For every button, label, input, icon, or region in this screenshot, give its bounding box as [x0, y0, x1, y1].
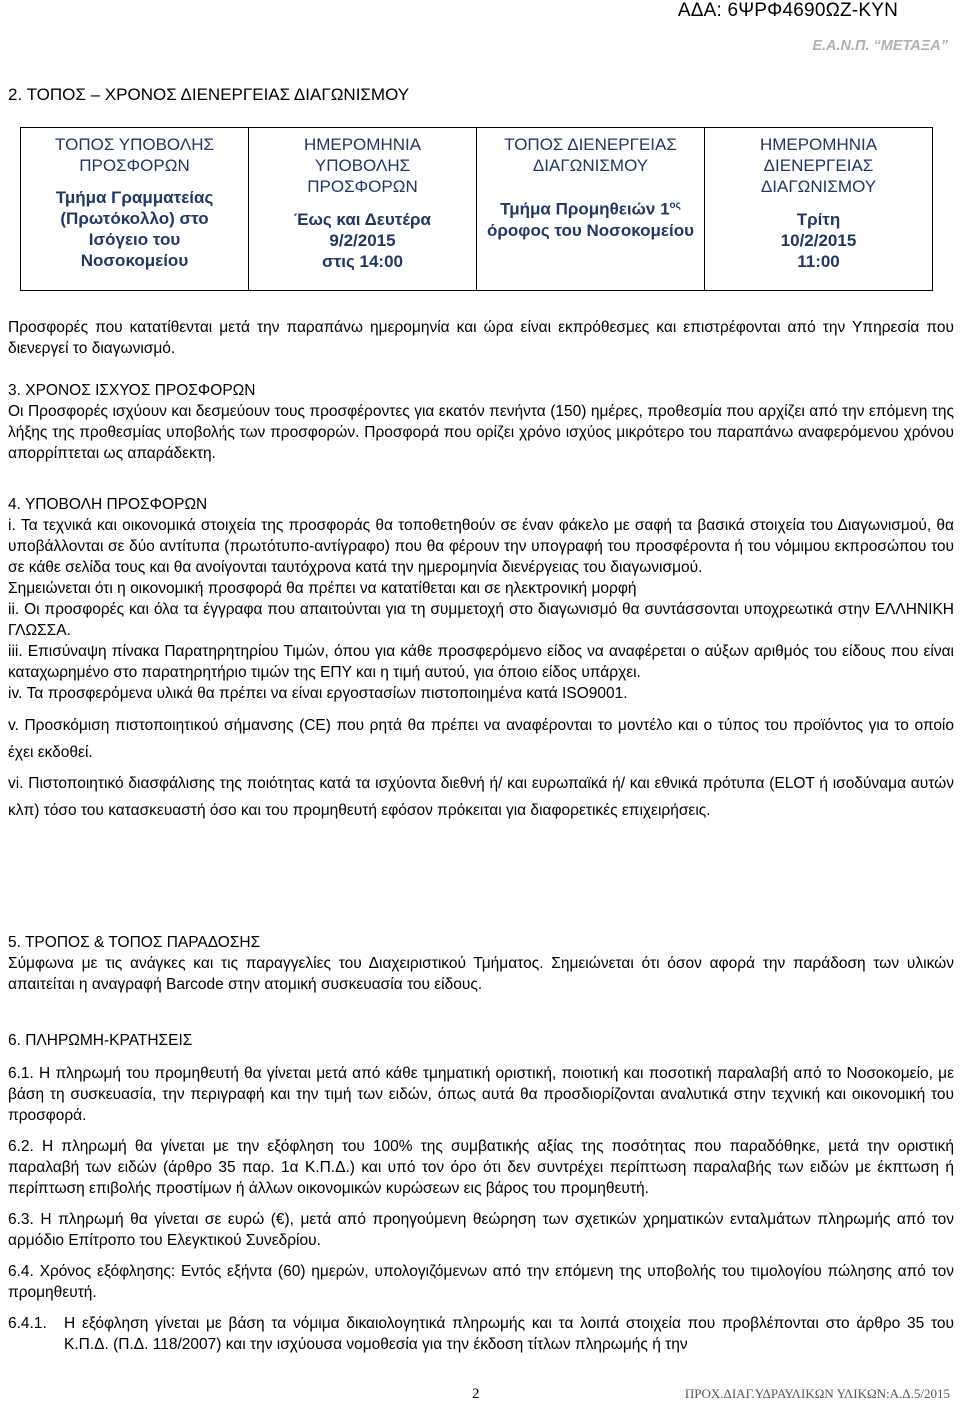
cell-value: Τμήμα Γραμματείας — [55, 188, 214, 207]
section-3 — [8, 380, 954, 464]
section-6-1: 6.1. Η πληρωμή του προμηθευτή θα γίνεται μετά από κάθε τμηματική οριστική, ποιοτική και ποσοτική παραλαβή από το Νοσοκομείο, με βάση τη συσκευασία, την περιγραφή και την τιμή των ειδών, όπως αυτά θα προσδιορίζονται αναλυτικά στην τεχνική και οικονομική του προσφορά. — [8, 1065, 954, 1124]
cell-value: (Πρωτόκολλο) στο — [60, 209, 209, 228]
section-4-item-vi: vi. Πιστοποιητικό διασφάλισης της ποιότητας κατά τα ισχύοντα διεθνή ή/ και ευρωπαϊκά ή/ και εθνικά πρότυπα (ELOT ή ισοδύναμα αυτών κλπ) τόσο του κατασκευαστή όσο και του προμηθευτή εφόσον πρόκειται για διαφορετικές επιχειρήσεις. — [8, 775, 954, 819]
table-cell-tender-date — [705, 128, 933, 291]
cell-value: 10/2/2015 — [780, 231, 857, 250]
cell-value: Έως και Δευτέρα — [293, 210, 431, 229]
cell-heading: ΔΙΕΝΕΡΓΕΙΑΣ — [763, 156, 874, 175]
section-4-item-ii: ii. Οι προσφορές και όλα τα έγγραφα που απαιτούνται για τη συμμετοχή στο διαγωνισμό θα συντάσσονται υποχρεωτικά στην ΕΛΛΗΝΙΚΗ ΓΛΩΣΣΑ. — [8, 601, 954, 639]
cell-value: στις 14:00 — [322, 252, 403, 271]
cell-value: Ισόγειο του — [88, 230, 181, 249]
cell-heading: ΤΟΠΟΣ ΥΠΟΒΟΛΗΣ — [55, 135, 214, 154]
section-6-4: 6.4. Χρόνος εξόφλησης: Εντός εξήντα (60) ημερών, υπολογιζόμενων από την επόμενη της υποβολής του τιμολογίου πώλησης από τον προμηθευτή. — [8, 1263, 954, 1301]
section-4-title: 4. ΥΠΟΒΟΛΗ ΠΡΟΣΦΟΡΩΝ — [8, 496, 208, 513]
section-4-item-v: v. Προσκόμιση πιστοποιητικού σήμανσης (CE) που ρητά θα πρέπει να αναφέρονται το μοντέλο και ο τύπος του προϊόντος για το οποίο έχει εκδοθεί. — [8, 717, 954, 761]
section-5 — [8, 932, 954, 995]
section-5-text: Σύμφωνα με τις ανάγκες και τις παραγγελίες του Διαχειριστικού Τμήματος. Σημειώνεται ότι όσον αφορά την παράδοση των υλικών απαιτείται η αναγραφή Barcode στην ατομική συσκευασία του είδους. — [8, 955, 954, 993]
section-4 — [8, 494, 954, 824]
cell-heading: ΥΠΟΒΟΛΗΣ — [314, 156, 411, 175]
cell-heading: ΔΙΑΓΩΝΙΣΜΟΥ — [760, 177, 877, 196]
cell-heading: ΠΡΟΣΦΟΡΩΝ — [307, 177, 418, 196]
cell-heading: ΠΡΟΣΦΟΡΩΝ — [79, 156, 190, 175]
section-3-title: 3. ΧΡΟΝΟΣ ΙΣΧΥΟΣ ΠΡΟΣΦΟΡΩΝ — [8, 382, 256, 399]
section-5-title: 5. ΤΡΟΠΟΣ & ΤΟΠΟΣ ΠΑΡΑΔΟΣΗΣ — [8, 934, 261, 951]
cell-value: Τρίτη — [796, 210, 841, 229]
cell-value: όροφος του Νοσοκομείου — [487, 220, 694, 240]
table-cell-submission-date — [249, 128, 477, 291]
page-number: 2 — [472, 1386, 480, 1402]
cell-heading: ΤΟΠΟΣ ΔΙΕΝΕΡΓΕΙΑΣ — [504, 135, 677, 154]
hospital-name: Ε.Α.Ν.Π. “ΜΕΤΑΞΑ” — [812, 38, 948, 54]
section-6-3: 6.3. Η πληρωμή θα γίνεται σε ευρώ (€), μετά από προηγούμενη θεώρηση των σχετικών χρηματικών ενταλμάτων πληρωμής από τον αρμόδιο Επίτροπο του Ελεγκτικού Συνεδρίου. — [8, 1211, 954, 1249]
table-cell-submission-place — [21, 128, 249, 291]
section-4-item-iv: iv. Τα προσφερόμενα υλικά θα πρέπει να είναι εργοστασίων πιστοποιημένα κατά ISO9001. — [8, 685, 628, 702]
section-4-item-i: i. Τα τεχνικά και οικονομικά στοιχεία της προσφοράς θα τοποθετηθούν σε έναν φάκελο με σαφή τα βασικά στοιχεία του Διαγωνισμού, θα υποβάλλονται σε δύο αντίτυπα (πρωτότυπο-αντίγραφο) που θα φέρουν την υπογραφή του προσφέροντα ή του νόμιμου εκπροσώπου του σε κάθε σελίδα τους και θα ανοίγονται ταυτόχρονα κατά την ημερομηνία διενέργειας του διαγωνισμού. — [8, 517, 954, 576]
section-6-2: 6.2. Η πληρωμή θα γίνεται με την εξόφληση του 100% της συμβατικής αξίας της ποσότητας που παραδόθηκε, μετά την οριστική παραλαβή των ειδών (άρθρο 35 παρ. 1α Κ.Π.Δ.) και υπό τον όρο ότι δεν συντρέχει περίπτωση παραλαβής των ειδών με έκπτωση ή περίπτωση επιβολής προστίμων ή άλλων οικονομικών κυρώσεων εις βάρος του προμηθευτή. — [8, 1138, 954, 1197]
section-6-4-1: 6.4.1. Η εξόφληση γίνεται με βάση τα νόμιμα δικαιολογητικά πληρωμής και τα λοιπά στοιχεία που προβλέπονται στο άρθρο 35 του Κ.Π.Δ. (Π.Δ. 118/2007) και την ισχύουσα νομοθεσία για την έκδοση τίτλων πληρωμής ή την — [8, 1315, 954, 1353]
late-offers-note: Προσφορές που κατατίθενται μετά την παραπάνω ημερομηνία και ώρα είναι εκπρόθεσμες και επιστρέφονται από την Υπηρεσία που διενεργεί το διαγωνισμό. — [8, 319, 954, 357]
cell-value: Νοσοκομείου — [80, 251, 189, 270]
ada-code: ΑΔΑ: 6ΨΡΦ4690ΩΖ-ΚΥΝ — [677, 0, 898, 21]
section-4-note: Σημειώνεται ότι η οικονομική προσφορά θα πρέπει να κατατίθεται και σε ηλεκτρονική μορφή — [8, 580, 637, 597]
cell-heading: ΗΜΕΡΟΜΗΝΙΑ — [759, 135, 878, 154]
section-6 — [8, 1030, 954, 1355]
cell-heading: ΗΜΕΡΟΜΗΝΙΑ — [303, 135, 422, 154]
section-4-item-iii: iii. Επισύναψη πίνακα Παρατηρητηρίου Τιμών, όπου για κάθε προσφερόμενο είδος να αναφέρεται ο αύξων αριθμός του είδους που είναι καταχωρημένο στο παρατηρητήριο τιμών της ΕΠΥ και η τιμή αυτού, για όποιο είδος υπάρχει. — [8, 643, 954, 681]
table-cell-tender-place — [477, 128, 705, 291]
cell-value: 11:00 — [797, 252, 840, 271]
cell-value: Τμήμα Προμηθειών $1^{o\varsigma}$ — [500, 199, 681, 219]
section-2-title: 2. ΤΟΠΟΣ – ΧΡΟΝΟΣ ΔΙΕΝΕΡΓΕΙΑΣ ΔΙΑΓΩΝΙΣΜΟΥ — [8, 85, 410, 104]
section-6-title: 6. ΠΛΗΡΩΜΗ-ΚΡΑΤΗΣΕΙΣ — [8, 1032, 193, 1049]
schedule-table — [20, 127, 933, 291]
document-reference: ΠΡΟΧ.ΔΙΑΓ.ΥΔΡΑΥΛΙΚΩΝ ΥΛΙΚΩΝ:Α.Δ.5/2015 — [684, 1386, 950, 1401]
cell-value: 9/2/2015 — [329, 231, 396, 250]
section-3-text: Οι Προσφορές ισχύουν και δεσμεύουν τους προσφέροντες για εκατόν πενήντα (150) ημέρες, προθεσμία που αρχίζει από την επόμενη της λήξης της προθεσμίας υποβολής των προσφορών. Προσφορά που ορίζει χρόνο ισχύος μικρότερο του παραπάνω αναφερόμενου χρόνου απορρίπτεται ως απαράδεκτη. — [8, 403, 954, 462]
cell-heading: ΔΙΑΓΩΝΙΣΜΟΥ — [532, 156, 649, 175]
